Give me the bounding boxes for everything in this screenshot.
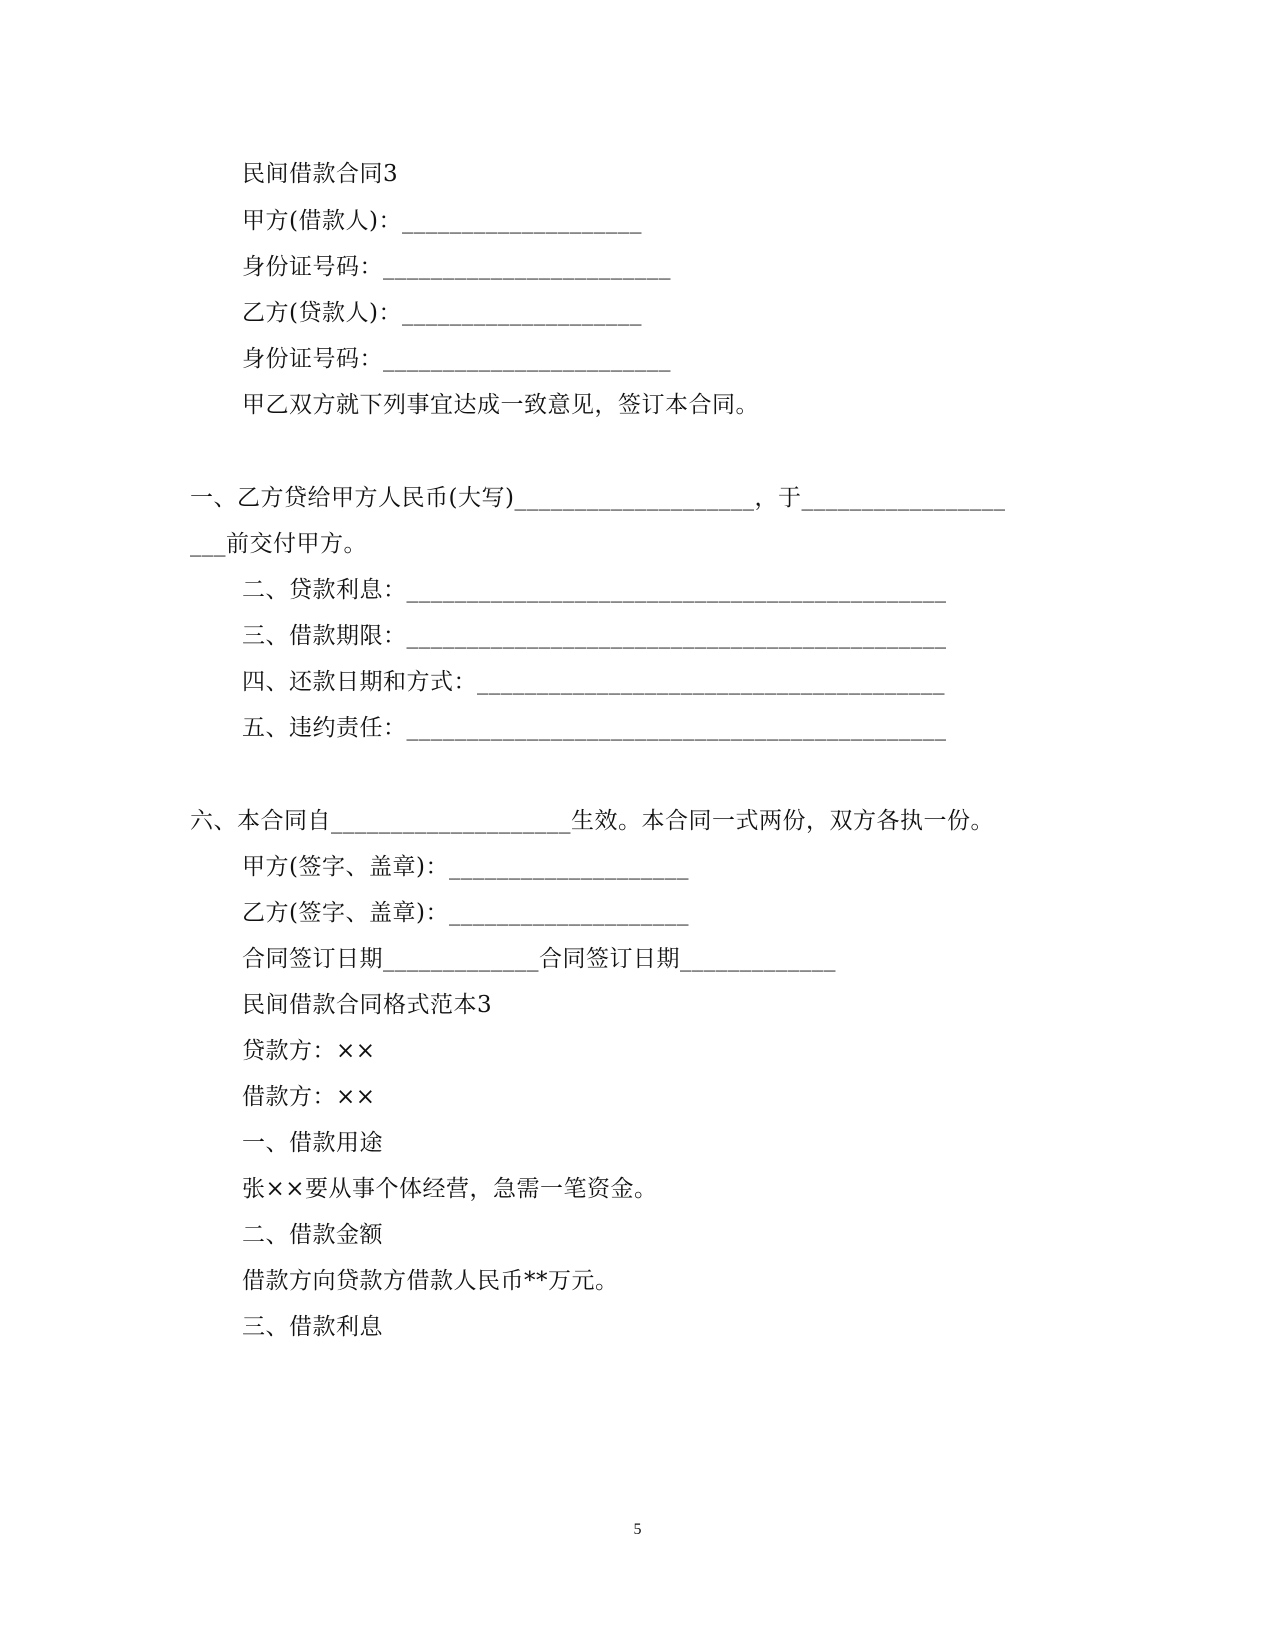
section-1-purpose-heading: 一、借款用途 [242, 1130, 383, 1156]
section-2-amount-text: 借款方向贷款方借款人民币**万元。 [242, 1268, 619, 1294]
clause-6-effective: 六、本合同自____________________生效。本合同一式两份，双方各执一份。 [190, 808, 994, 834]
party-a-signature-line: 甲方(签字、盖章)：____________________ [242, 854, 689, 880]
clause-3-term: 三、借款期限：_____________________________________________ [242, 623, 947, 649]
template-title: 民间借款合同格式范本3 [242, 992, 493, 1018]
clause-1-amount: 一、乙方贷给甲方人民币(大写)____________________，于_________________ [190, 485, 1006, 511]
clause-4-repayment: 四、还款日期和方式：_______________________________________ [242, 669, 945, 695]
section-2-amount-heading: 二、借款金额 [242, 1222, 383, 1248]
party-b-id-line: 身份证号码：________________________ [242, 346, 671, 372]
party-b-lender-line: 乙方(贷款人)：____________________ [242, 300, 642, 326]
signing-date-line: 合同签订日期_____________合同签订日期_____________ [242, 946, 836, 972]
section-1-purpose-text: 张××要从事个体经营，急需一笔资金。 [242, 1176, 658, 1202]
clause-2-interest: 二、贷款利息：_____________________________________________ [242, 577, 947, 603]
party-a-id-line: 身份证号码：________________________ [242, 254, 671, 280]
borrower-line: 借款方：×× [242, 1084, 376, 1110]
lender-line: 贷款方：×× [242, 1038, 376, 1064]
clause-5-liability: 五、违约责任：_____________________________________________ [242, 715, 947, 741]
party-b-signature-line: 乙方(签字、盖章)：____________________ [242, 900, 689, 926]
contract-title: 民间借款合同3 [242, 161, 399, 187]
page-number: 5 [633, 1521, 642, 1538]
clause-1-continuation: ___前交付甲方。 [190, 531, 367, 557]
section-3-interest-heading: 三、借款利息 [242, 1314, 383, 1340]
agreement-statement: 甲乙双方就下列事宜达成一致意见，签订本合同。 [242, 392, 759, 418]
party-a-borrower-line: 甲方(借款人)：____________________ [242, 208, 642, 234]
